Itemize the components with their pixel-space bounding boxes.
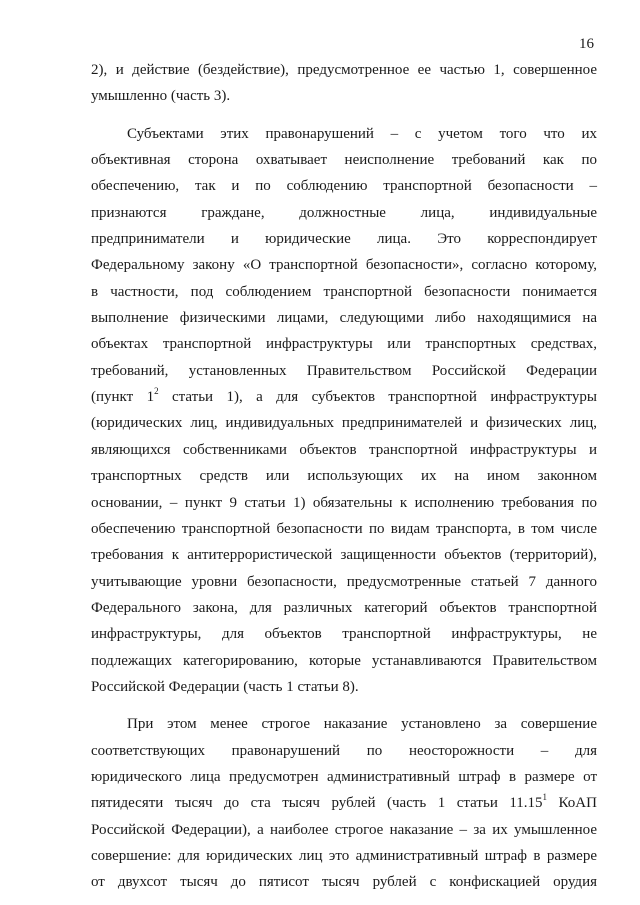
text-line: основании, – пункт 9 статьи 1) обязательны к исполнению требования по (91, 494, 597, 511)
text-line: обеспечению транспортной безопасности по видам транспорта, в том числе (91, 520, 597, 537)
text-line: объектах транспортной инфраструктуры или транспортных средствах, (91, 336, 597, 353)
text-line: объективная сторона охватывает неисполнение требований как по (91, 152, 597, 169)
text-line: Российской Федерации (часть 1 статьи 8). (91, 678, 359, 695)
text-line: инфраструктуры, для объектов транспортной инфраструктуры, не (91, 626, 597, 643)
superscript: 1 (542, 792, 548, 803)
text-segment: статьи 1), а для субъектов транспортной инфраструктуры (158, 389, 597, 406)
text-line: учитывающие уровни безопасности, предусмотренные статьей 7 данного (91, 573, 597, 590)
text-line: умышленно (часть 3). (91, 88, 231, 105)
page-number: 16 (579, 36, 594, 52)
text-line: предприниматели и юридические лица. Это корреспондирует (91, 231, 597, 248)
text-segment: КоАП (547, 795, 597, 812)
paragraph (91, 57, 597, 110)
text-line: выполнение физическими лицами, следующими либо находящимися на (91, 310, 597, 327)
text-line: совершение: для юридических лиц это административный штраф в размере (91, 847, 597, 864)
text-line: При этом менее строгое наказание установлено за совершение (127, 716, 597, 733)
text-line: соответствующих правонарушений по неосторожности – для (91, 742, 597, 759)
text-line: Федерального закона, для различных категорий объектов транспортной (91, 599, 597, 616)
text-line: Субъектами этих правонарушений – с учетом того что их (127, 125, 597, 142)
text-line: Российской Федерации), а наиболее строгое наказание – за их умышленное (91, 821, 597, 838)
text-line: Федеральному закону «О транспортной безопасности», согласно которому, (91, 257, 597, 274)
paragraph-gap (91, 700, 597, 711)
text-line: 2), и действие (бездействие), предусмотренное ее частью 1, совершенное (91, 62, 597, 78)
text-line: в частности, под соблюдением транспортной безопасности понимается (91, 283, 597, 300)
text-line: транспортных средств или использующих их на ином законном (91, 468, 597, 485)
text-segment: (пункт 1 (91, 389, 155, 406)
text-line: от двухсот тысяч до пятисот тысяч рублей с конфискацией орудия (91, 874, 597, 891)
superscript: 2 (154, 386, 159, 397)
text-line: обеспечению, так и по соблюдению транспортной безопасности – (91, 178, 597, 195)
text-segment: пятидесяти тысяч до ста тысяч рублей (часть 1 статьи 11.15 (91, 795, 543, 812)
paragraph-gap (91, 110, 597, 121)
text-line: требований, установленных Правительством Российской Федерации (91, 362, 597, 379)
text-line: (юридических лиц, индивидуальных предпринимателей и физических лиц, (91, 415, 597, 432)
text-line: подлежащих категорированию, которые устанавливаются Правительством (91, 652, 597, 669)
text-line: юридического лица предусмотрен административный штраф в размере от (91, 768, 597, 785)
text-line (91, 384, 597, 410)
paragraph (91, 711, 597, 895)
text-line: признаются граждане, должностные лица, индивидуальные (91, 204, 597, 221)
paragraph (91, 121, 597, 701)
text-line: требования к антитеррористической защищенности объектов (территорий), (91, 547, 597, 564)
document-body (91, 57, 597, 896)
text-line (91, 790, 597, 816)
text-line: являющихся собственниками объектов транспортной инфраструктуры и (91, 441, 597, 458)
